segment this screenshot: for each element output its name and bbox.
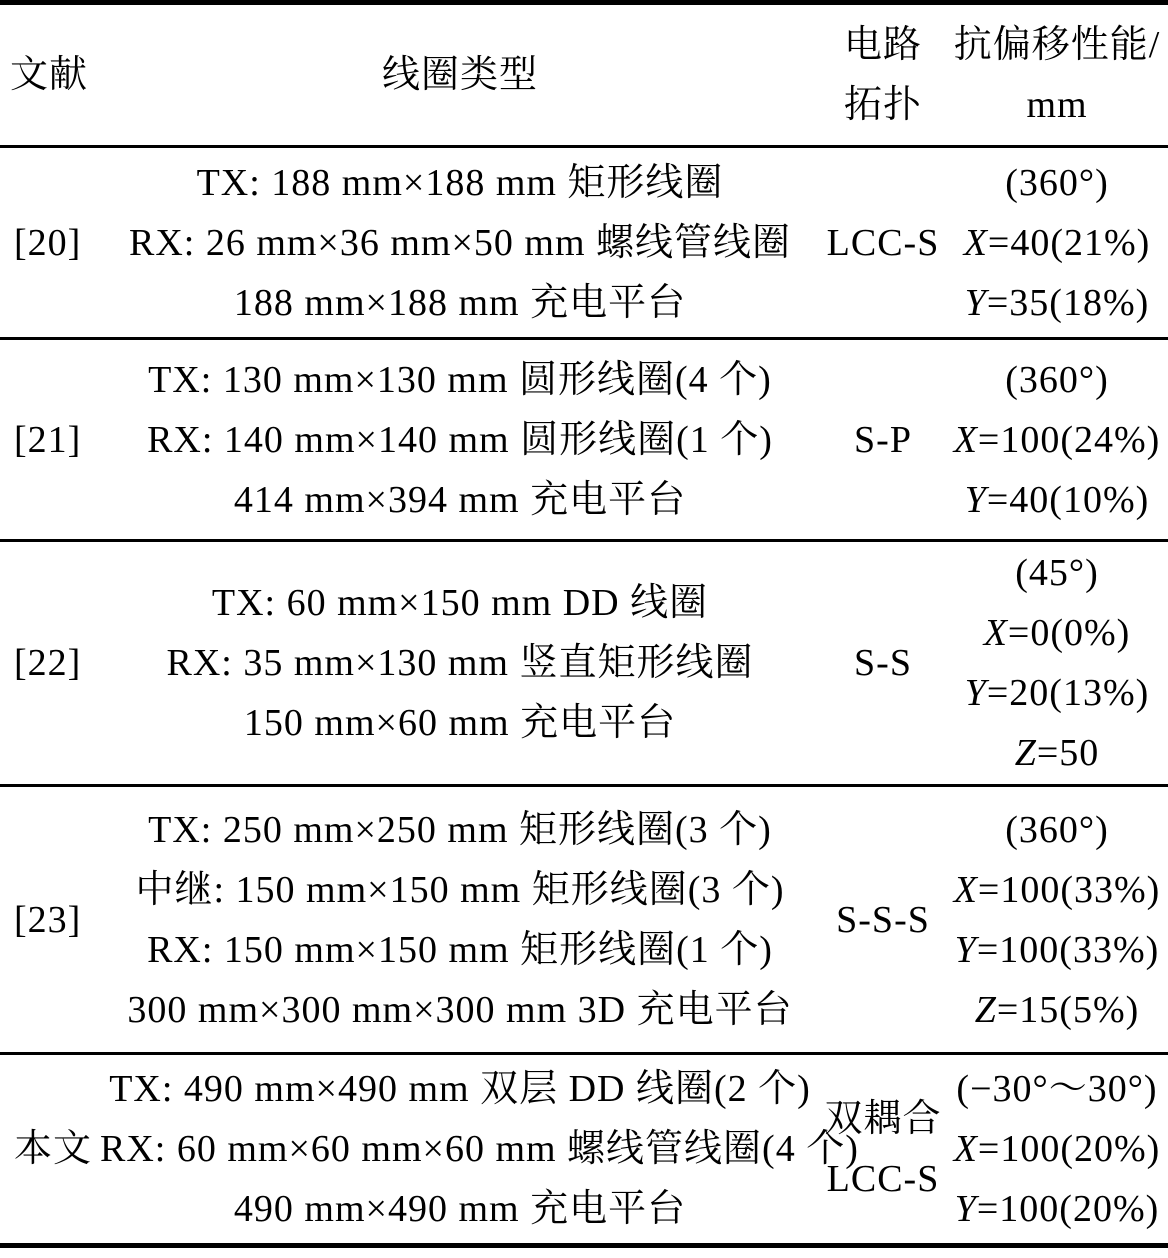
- cell-topology: [820, 339, 946, 541]
- coil-line: 中继: 150 mm×150 mm 矩形线圈(3 个): [135, 868, 785, 911]
- topology-line: 双耦合: [824, 1098, 942, 1140]
- coil-line: TX: 130 mm×130 mm 圆形线圈(4 个): [148, 358, 772, 401]
- performance-value: =100(33%): [977, 868, 1161, 911]
- header-topology: [820, 3, 946, 147]
- cell-coil-type: [100, 147, 820, 339]
- performance-value: (45°): [1015, 552, 1099, 594]
- performance-line: [946, 920, 1168, 980]
- topology-line: LCC-S: [826, 1158, 940, 1200]
- coil-line: RX: 60 mm×60 mm×60 mm 螺线管线圈(4 个): [100, 1128, 859, 1170]
- cell-reference: [20]: [14, 221, 82, 264]
- performance-value: =15(5%): [996, 988, 1140, 1031]
- performance-value: =100(24%): [977, 418, 1161, 461]
- cell-reference: [22]: [14, 642, 82, 684]
- header-performance-line: mm: [1026, 84, 1088, 126]
- coil-line: RX: 26 mm×36 mm×50 mm 螺线管线圈: [128, 221, 792, 264]
- topology-line: S-P: [854, 418, 912, 461]
- coil-line: 150 mm×60 mm 充电平台: [243, 702, 677, 744]
- performance-value: (360°): [1005, 808, 1109, 851]
- header-topology-line: 拓扑: [843, 84, 922, 126]
- performance-value: (−30°～30°): [956, 1068, 1158, 1110]
- header-ref: 文献: [10, 54, 89, 96]
- topology-line: LCC-S: [826, 221, 940, 264]
- cell-reference: [23]: [14, 898, 82, 941]
- cell-topology: [820, 1054, 946, 1246]
- performance-value: =100(20%): [976, 1188, 1160, 1230]
- performance-line: [946, 980, 1168, 1040]
- performance-line: [946, 603, 1168, 663]
- table-row: [0, 147, 1168, 339]
- table-row: [0, 1054, 1168, 1246]
- cell-topology: [820, 147, 946, 339]
- coil-line: 188 mm×188 mm 充电平台: [233, 281, 687, 324]
- header-topology-line: 电路: [843, 24, 922, 66]
- coil-line: 490 mm×490 mm 充电平台: [233, 1188, 687, 1230]
- performance-value: =50: [1036, 732, 1100, 774]
- header-performance: [946, 3, 1168, 147]
- performance-value: =20(13%): [986, 672, 1150, 714]
- cell-topology: [820, 786, 946, 1054]
- coil-line: 414 mm×394 mm 充电平台: [233, 478, 687, 521]
- cell-performance: [946, 1054, 1168, 1246]
- performance-line: [946, 470, 1168, 530]
- topology-line: S-S-S: [836, 898, 930, 941]
- coil-line: 300 mm×300 mm×300 mm 3D 充电平台: [127, 988, 793, 1031]
- coil-line: RX: 150 mm×150 mm 矩形线圈(1 个): [147, 928, 773, 971]
- performance-line: [946, 153, 1168, 213]
- cell-reference: [21]: [14, 418, 82, 461]
- performance-axis: Y: [964, 478, 987, 521]
- performance-axis: Z: [1014, 732, 1037, 774]
- header-performance-line: 抗偏移性能/: [953, 24, 1161, 66]
- performance-value: =100(33%): [976, 928, 1160, 971]
- cell-performance: [946, 541, 1168, 786]
- cell-coil-type: [100, 1054, 859, 1246]
- performance-line: [946, 1119, 1168, 1179]
- performance-value: =40(21%): [987, 221, 1151, 264]
- coil-line: TX: 188 mm×188 mm 矩形线圈: [196, 161, 724, 204]
- table-row: [0, 541, 1168, 786]
- performance-line: [946, 410, 1168, 470]
- table-row: [0, 339, 1168, 541]
- performance-axis: X: [963, 221, 988, 264]
- cell-coil-type: [100, 339, 820, 541]
- coil-line: TX: 60 mm×150 mm DD 线圈: [211, 582, 709, 624]
- performance-value: (360°): [1005, 161, 1109, 204]
- performance-line: [946, 350, 1168, 410]
- performance-value: =35(18%): [986, 281, 1150, 324]
- topology-line: S-S: [854, 642, 912, 684]
- performance-line: [946, 860, 1168, 920]
- cell-reference: 本文: [14, 1128, 93, 1170]
- table-row: [0, 786, 1168, 1054]
- table-body: [0, 147, 1168, 1246]
- performance-line: [946, 1059, 1168, 1119]
- coil-line: RX: 140 mm×140 mm 圆形线圈(1 个): [147, 418, 773, 461]
- performance-line: [946, 273, 1168, 333]
- coil-line: TX: 250 mm×250 mm 矩形线圈(3 个): [148, 808, 772, 851]
- table-header-row: [0, 3, 1168, 147]
- performance-value: =40(10%): [986, 478, 1150, 521]
- performance-axis: X: [953, 1128, 978, 1170]
- performance-axis: Z: [974, 988, 997, 1031]
- cell-performance: [946, 339, 1168, 541]
- performance-axis: X: [953, 868, 978, 911]
- coil-line: RX: 35 mm×130 mm 竖直矩形线圈: [166, 642, 754, 684]
- coil-line: TX: 490 mm×490 mm 双层 DD 线圈(2 个): [109, 1068, 811, 1110]
- cell-coil-type: [100, 786, 820, 1054]
- performance-line: [946, 543, 1168, 603]
- performance-value: =0(0%): [1007, 612, 1131, 654]
- cell-topology: [820, 541, 946, 786]
- performance-axis: X: [983, 612, 1008, 654]
- header-coil-type: 线圈类型: [381, 54, 538, 96]
- performance-value: (360°): [1005, 358, 1109, 401]
- performance-axis: Y: [954, 928, 977, 971]
- performance-axis: Y: [954, 1188, 977, 1230]
- performance-axis: Y: [964, 281, 987, 324]
- performance-axis: Y: [964, 672, 987, 714]
- cell-performance: [946, 786, 1168, 1054]
- performance-axis: X: [953, 418, 978, 461]
- performance-line: [946, 800, 1168, 860]
- performance-line: [946, 663, 1168, 723]
- performance-line: [946, 213, 1168, 273]
- performance-line: [946, 723, 1168, 783]
- cell-coil-type: [100, 541, 820, 786]
- performance-line: [946, 1179, 1168, 1239]
- cell-performance: [946, 147, 1168, 339]
- performance-value: =100(20%): [977, 1128, 1161, 1170]
